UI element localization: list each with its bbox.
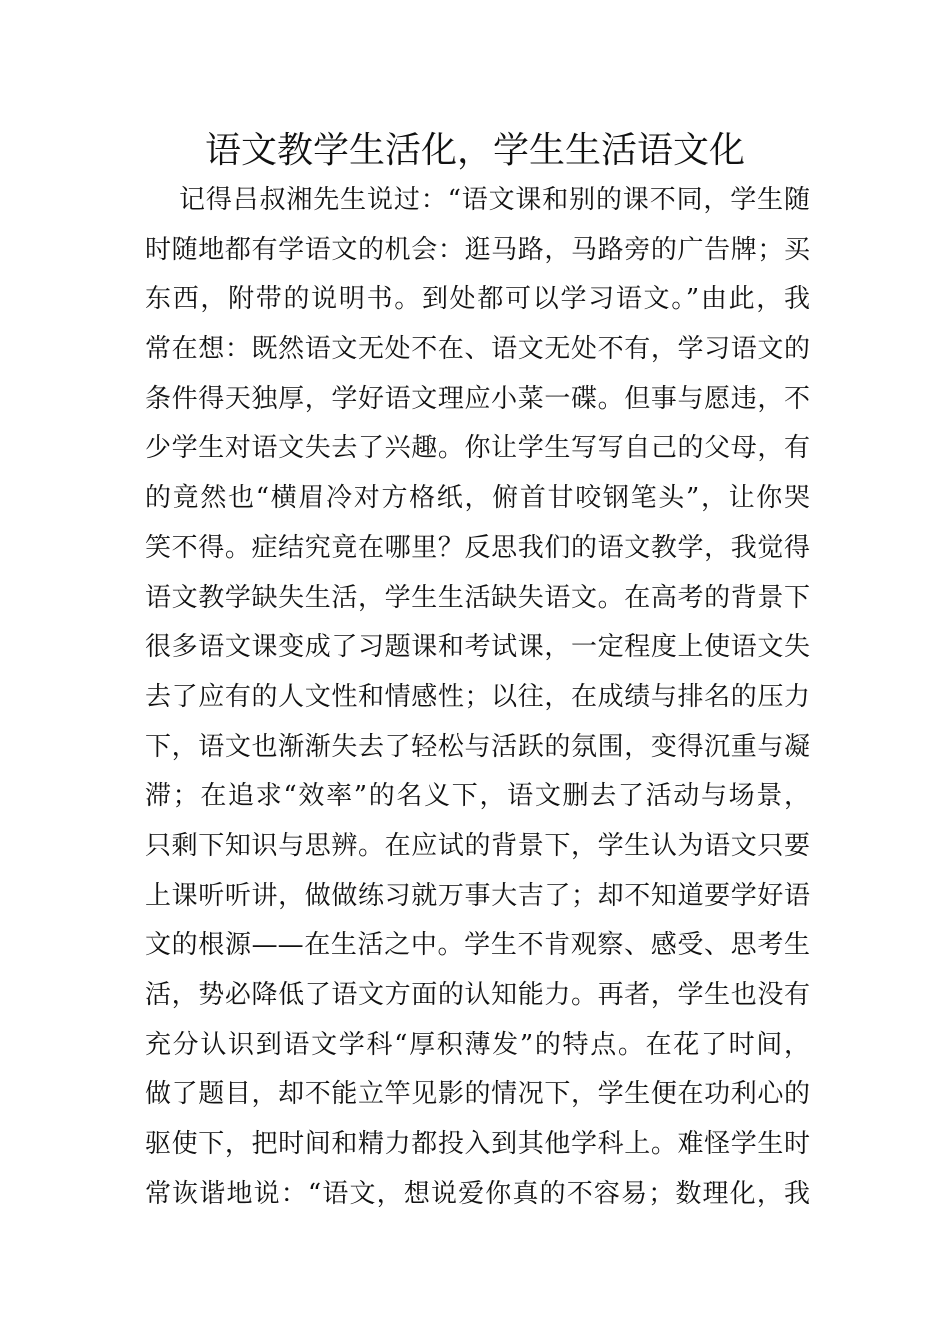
body-line: 滞；在追求“效率”的名义下，语文删去了活动与场景， xyxy=(145,781,810,812)
body-line: 充分认识到语文学科“厚积薄发”的特点。在花了时间， xyxy=(145,1029,810,1060)
body-line: 笑不得。症结究竟在哪里？反思我们的语文教学，我觉得 xyxy=(145,532,810,563)
body-line: 去了应有的人文性和情感性；以往，在成绩与排名的压力 xyxy=(145,681,810,712)
body-line: 下，语文也渐渐失去了轻松与活跃的氛围，变得沉重与凝 xyxy=(145,731,810,762)
body-line: 条件得天独厚，学好语文理应小菜一碟。但事与愿违，不 xyxy=(145,383,810,414)
body-line: 少学生对语文失去了兴趣。你让学生写写自己的父母，有 xyxy=(145,433,810,464)
body-line: 记得吕叔湘先生说过：“语文课和别的课不同，学生随 xyxy=(179,185,810,215)
body-line: 的竟然也“横眉冷对方格纸，俯首甘咬钢笔头”，让你哭 xyxy=(145,483,810,514)
body-line: 常诙谐地说：“语文，想说爱你真的不容易；数理化，我 xyxy=(145,1178,810,1209)
body-line: 很多语文课变成了习题课和考试课，一定程度上使语文失 xyxy=(145,632,810,663)
body-line: 上课听听讲，做做练习就万事大吉了；却不知道要学好语 xyxy=(145,880,810,911)
body-line: 东西，附带的说明书。到处都可以学习语文。”由此，我 xyxy=(145,284,810,315)
body-line: 常在想：既然语文无处不在、语文无处不有，学习语文的 xyxy=(145,334,810,365)
body-line: 只剩下知识与思辨。在应试的背景下，学生认为语文只要 xyxy=(145,830,810,861)
body-line: 活，势必降低了语文方面的认知能力。再者，学生也没有 xyxy=(145,980,810,1010)
document-body xyxy=(145,176,810,1219)
document-title: 语文教学生活化，学生生活语文化 xyxy=(204,130,745,171)
body-line: 语文教学缺失生活，学生生活缺失语文。在高考的背景下 xyxy=(145,582,810,613)
body-line: 时随地都有学语文的机会：逛马路，马路旁的广告牌；买 xyxy=(145,234,810,265)
body-line: 做了题目，却不能立竿见影的情况下，学生便在功利心的 xyxy=(145,1079,810,1110)
body-line: 驱使下，把时间和精力都投入到其他学科上。难怪学生时 xyxy=(145,1129,810,1160)
body-line: 文的根源——在生活之中。学生不肯观察、感受、思考生 xyxy=(145,930,810,961)
